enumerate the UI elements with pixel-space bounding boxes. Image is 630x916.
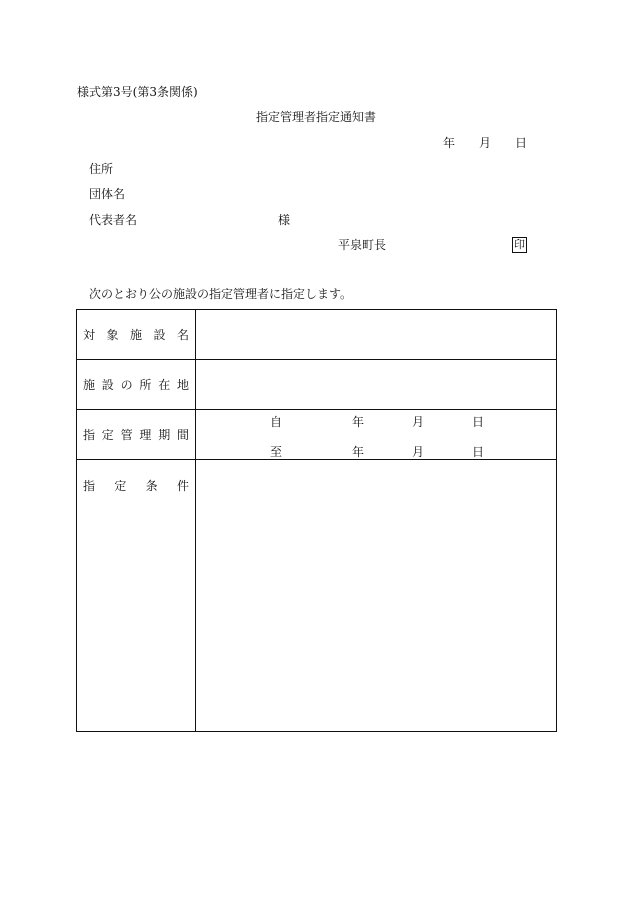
label-char: 在 bbox=[158, 378, 171, 392]
label-char: 定 bbox=[101, 428, 114, 442]
table-row bbox=[77, 460, 557, 732]
period-to-year: 年 bbox=[352, 444, 365, 459]
honorific: 様 bbox=[278, 213, 291, 227]
label-target-facility bbox=[77, 310, 196, 360]
label-char: 件 bbox=[176, 479, 189, 493]
table-row bbox=[77, 310, 557, 360]
date-day: 日 bbox=[515, 136, 528, 150]
value-target-facility[interactable] bbox=[196, 310, 557, 360]
seal-mark: 印 bbox=[514, 238, 525, 251]
label-char: 所 bbox=[139, 378, 152, 392]
label-char: 設 bbox=[153, 328, 166, 342]
table-row bbox=[77, 360, 557, 410]
facility-table bbox=[76, 309, 557, 732]
date-year: 年 bbox=[443, 136, 456, 150]
representative-label: 代表者名 bbox=[89, 213, 138, 227]
row-label bbox=[77, 426, 195, 443]
label-char: 定 bbox=[114, 479, 127, 493]
label-char: 管 bbox=[120, 428, 133, 442]
label-char: 設 bbox=[101, 378, 114, 392]
label-char: 理 bbox=[139, 428, 152, 442]
period-to-marker: 至 bbox=[270, 444, 283, 459]
label-designation-conditions bbox=[77, 460, 196, 732]
row-label bbox=[77, 376, 195, 393]
label-char: 施 bbox=[129, 328, 142, 342]
label-char: 地 bbox=[176, 378, 189, 392]
period-to-month: 月 bbox=[412, 444, 425, 459]
body-text: 次のとおり公の施設の指定管理者に指定します。 bbox=[89, 287, 353, 301]
document-title: 指定管理者指定通知書 bbox=[256, 110, 377, 124]
label-char: の bbox=[120, 378, 133, 392]
label-facility-location bbox=[77, 360, 196, 410]
address-label: 住所 bbox=[89, 162, 114, 176]
label-char: 条 bbox=[145, 479, 158, 493]
period-from-year: 年 bbox=[352, 414, 365, 429]
period-from-day: 日 bbox=[472, 414, 485, 429]
label-char: 指 bbox=[83, 428, 96, 442]
row-label bbox=[77, 326, 195, 343]
period-from-line bbox=[196, 413, 556, 427]
table-row bbox=[77, 410, 557, 460]
date-month: 月 bbox=[479, 136, 492, 150]
label-management-period bbox=[77, 410, 196, 460]
label-char: 名 bbox=[176, 328, 189, 342]
label-char: 施 bbox=[83, 378, 96, 392]
group-name-label: 団体名 bbox=[89, 187, 126, 201]
period-to-line bbox=[196, 443, 556, 457]
label-char: 期 bbox=[158, 428, 171, 442]
label-char: 対 bbox=[83, 328, 96, 342]
issuer-name: 平泉町長 bbox=[338, 238, 387, 252]
period-from-month: 月 bbox=[412, 414, 425, 429]
period-from-marker: 自 bbox=[270, 414, 283, 429]
label-char: 象 bbox=[106, 328, 119, 342]
value-designation-conditions[interactable] bbox=[196, 460, 557, 732]
value-facility-location[interactable] bbox=[196, 360, 557, 410]
label-char: 指 bbox=[83, 479, 96, 493]
value-management-period[interactable] bbox=[196, 410, 557, 460]
period-to-day: 日 bbox=[472, 444, 485, 459]
form-number: 様式第3号(第3条関係) bbox=[77, 85, 198, 99]
row-label bbox=[77, 477, 195, 494]
label-char: 間 bbox=[176, 428, 189, 442]
